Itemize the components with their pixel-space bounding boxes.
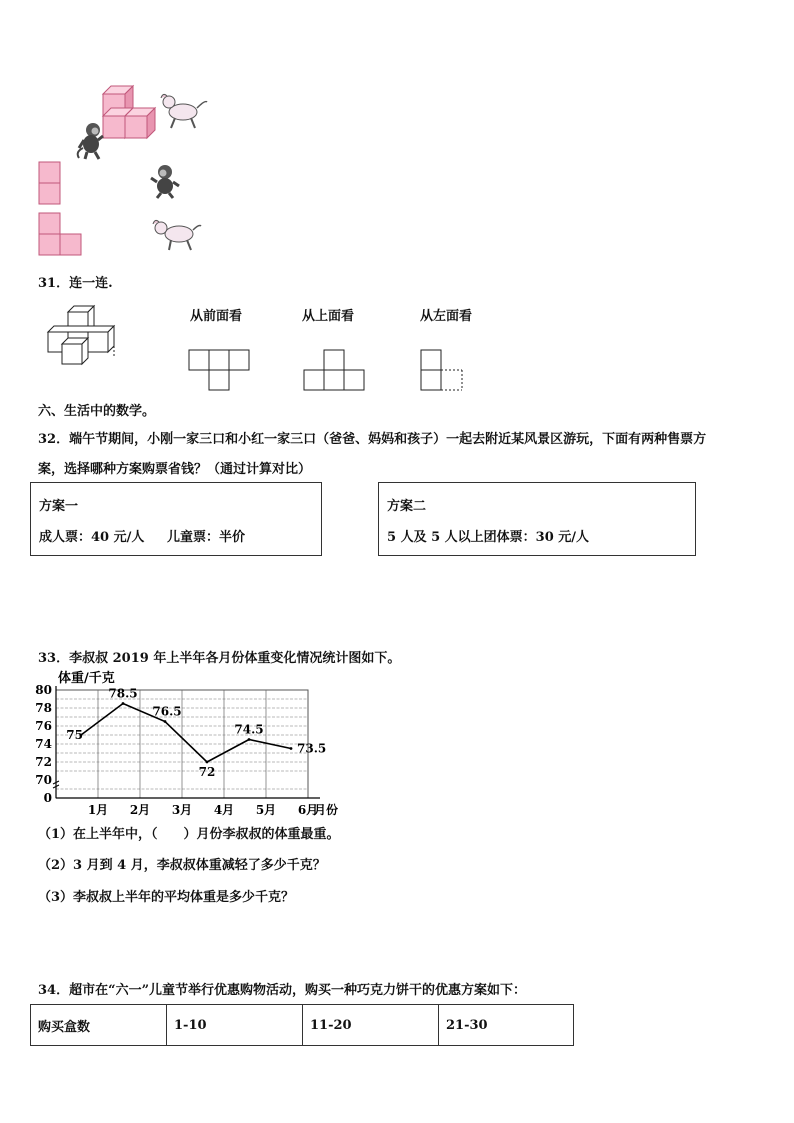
data-label: 74.5 bbox=[234, 722, 264, 737]
data-point bbox=[206, 761, 209, 764]
y-axis-title: 体重/千克 bbox=[58, 671, 115, 686]
question-32-line1: 32．端午节期间，小刚一家三口和小红一家三口（爸爸、妈妈和孩子）一起去附近某风景区游玩，下面有两种售票方 bbox=[38, 432, 707, 447]
x-axis-title: 月份 bbox=[314, 803, 339, 817]
plan-2-title: 方案二 bbox=[387, 499, 427, 514]
data-label: 73.5 bbox=[297, 741, 327, 756]
y-tick-label: 74 bbox=[35, 737, 52, 751]
y-tick-label: 0 bbox=[43, 791, 52, 805]
dog-icon bbox=[161, 94, 207, 128]
x-tick-label: 5月 bbox=[255, 803, 277, 817]
plan-1-title: 方案一 bbox=[39, 499, 79, 514]
data-label: 78.5 bbox=[108, 686, 138, 701]
question-31-title: 31．连一连. bbox=[38, 276, 113, 291]
view-label-front: 从前面看 bbox=[190, 309, 243, 324]
y-tick-label: 80 bbox=[35, 683, 52, 697]
y-tick-label: 76 bbox=[35, 719, 52, 733]
data-point bbox=[248, 738, 251, 741]
view-shape-vertical bbox=[39, 162, 60, 204]
data-point bbox=[290, 747, 293, 750]
data-label: 72 bbox=[198, 765, 216, 779]
table-header-cell: 11-20 bbox=[303, 1005, 439, 1045]
q31-solid-figure bbox=[40, 302, 130, 374]
plan-1-child-price: 儿童票：半价 bbox=[167, 530, 246, 545]
data-point bbox=[164, 720, 167, 723]
y-tick-label: 72 bbox=[35, 755, 52, 769]
plan-1-adult-price: 成人票：40 元/人 bbox=[39, 530, 145, 545]
x-tick-label: 3月 bbox=[171, 803, 193, 817]
x-tick-label: 1月 bbox=[87, 803, 109, 817]
cube-stack bbox=[103, 86, 155, 138]
discount-table bbox=[30, 1004, 574, 1046]
x-tick-label: 2月 bbox=[129, 803, 151, 817]
x-tick-label: 4月 bbox=[213, 803, 235, 817]
view-shape-l bbox=[39, 213, 81, 255]
x-tick-label: 6月 bbox=[297, 803, 319, 817]
y-tick-label: 70 bbox=[35, 773, 52, 787]
monkey-icon bbox=[78, 123, 103, 159]
section-6-title: 六、生活中的数学。 bbox=[38, 404, 156, 419]
monkey-icon bbox=[151, 165, 179, 198]
plan-2-box bbox=[378, 482, 696, 556]
view-shape-top bbox=[303, 349, 367, 393]
question-33-title: 33．李叔叔 2019 年上半年各月份体重变化情况统计图如下。 bbox=[38, 651, 401, 666]
plan-2-group-price: 5 人及 5 人以上团体票：30 元/人 bbox=[387, 530, 590, 545]
data-point bbox=[122, 702, 125, 705]
question-32-line2: 案，选择哪种方案购票省钱？（通过计算对比） bbox=[38, 462, 312, 477]
dog-icon bbox=[153, 220, 201, 250]
y-tick-label: 78 bbox=[35, 701, 52, 715]
view-label-left: 从左面看 bbox=[420, 309, 473, 324]
table-header-cell: 1-10 bbox=[167, 1005, 303, 1045]
data-label: 76.5 bbox=[152, 704, 182, 719]
question-33-sub1: （1）在上半年中，（ ）月份李叔叔的体重最重。 bbox=[38, 827, 340, 842]
question-33-sub2: （2）3 月到 4 月，李叔叔体重减轻了多少千克？ bbox=[38, 858, 326, 873]
view-shape-left bbox=[420, 349, 466, 393]
table-header-cell: 购买盒数 bbox=[31, 1005, 167, 1045]
weight-line-chart bbox=[30, 668, 350, 818]
view-label-top: 从上面看 bbox=[302, 309, 355, 324]
question-33-sub3: （3）李叔叔上半年的平均体重是多少千克？ bbox=[38, 890, 295, 905]
data-label: 75 bbox=[66, 728, 83, 742]
question-34-title: 34．超市在“六一”儿童节举行优惠购物活动，购买一种巧克力饼干的优惠方案如下： bbox=[38, 983, 527, 998]
view-shape-front bbox=[188, 349, 252, 393]
cube-scene-figure bbox=[35, 80, 235, 260]
table-header-cell: 21-30 bbox=[446, 1017, 488, 1033]
plan-1-box bbox=[30, 482, 322, 556]
